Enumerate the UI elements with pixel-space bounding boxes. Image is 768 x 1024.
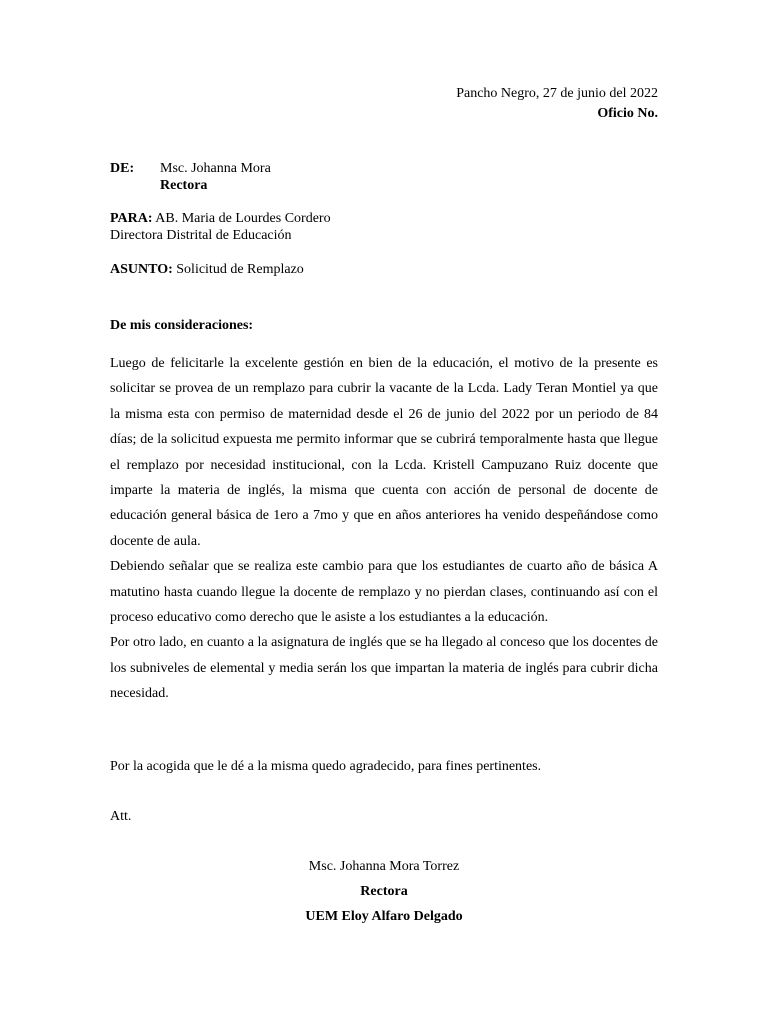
letter-body [110,351,658,707]
from-role: Rectora [160,178,208,193]
subject-text: Solicitud de Remplazo [176,262,304,277]
from-name: Msc. Johanna Mora [160,161,271,176]
subject-label: ASUNTO: [110,262,173,277]
signature-name: Msc. Johanna Mora Torrez [308,859,460,874]
body-paragraph-2: Debiendo señalar que se realiza este cambio para que los estudiantes de cuarto año de básica A matutino hasta cuando llegue la docente de remplazo y no pierdan clases, continuando así con el proceso educativo como derecho que le asiste a los estudiantes a la educación. [110,559,658,626]
to-role: Directora Distrital de Educación [110,228,292,243]
body-paragraph-1: Luego de felicitarle la excelente gestión en bien de la educación, el motivo de la presente es solicitar se provea de un remplazo para cubrir la vacante de la Lcda. Lady Teran Montiel ya que la misma esta con permiso de maternidad desde el 26 de junio del 2022 por un periodo de 84 días; de la solicitud expuesta me permito informar que se cubrirá temporalmente hasta que llegue el remplazo por necesidad institucional, con la Lcda. Kristell Campuzano Ruiz docente que imparte la materia de inglés, la misma que cuenta con acción de personal de docente de educación general básica de 1ero a 7mo y que en años anteriores ha venido despeñándose como docente de aula. [110,356,658,549]
to-line [110,211,331,227]
subject-line [110,262,304,278]
from-label: DE: [110,161,135,176]
place-date: Pancho Negro, 27 de junio del 2022 [456,86,658,101]
to-name: AB. Maria de Lourdes Cordero [155,211,331,226]
att-line: Att. [110,809,132,824]
signature-role: Rectora [360,884,408,899]
to-label: PARA: [110,211,153,226]
signature-institution: UEM Eloy Alfaro Delgado [305,909,463,924]
greeting: De mis consideraciones: [110,318,254,333]
closing-line: Por la acogida que le dé a la misma quedo agradecido, para fines pertinentes. [110,759,542,774]
body-paragraph-3: Por otro lado, en cuanto a la asignatura de inglés que se ha llegado al conceso que los docentes de los subniveles de elemental y media serán los que impartan la materia de inglés para cubrir dicha necesidad. [110,635,658,702]
oficio-number: Oficio No. [597,106,658,121]
